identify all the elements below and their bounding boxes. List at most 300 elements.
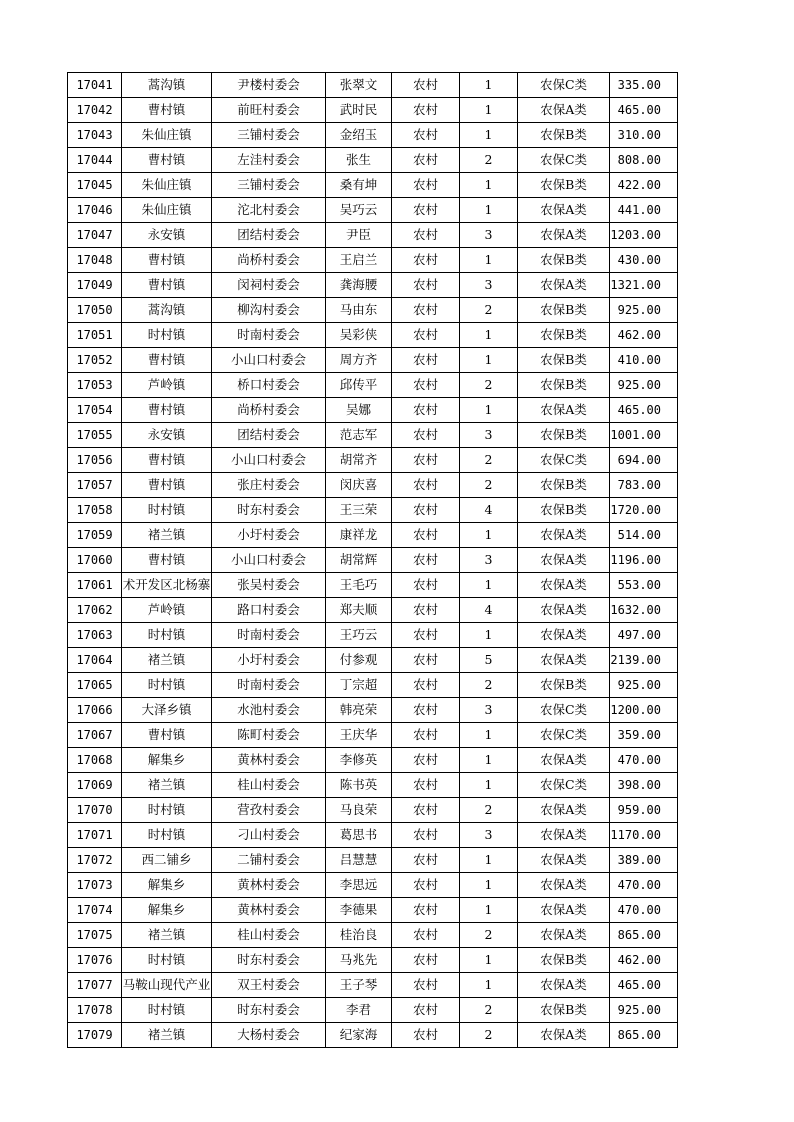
- area-type-cell: 农村: [392, 623, 460, 648]
- amount-cell: 808.00: [610, 148, 678, 173]
- amount-cell: 694.00: [610, 448, 678, 473]
- amount-cell: 865.00: [610, 923, 678, 948]
- amount-cell: 465.00: [610, 398, 678, 423]
- household-count-cell: 1: [460, 98, 518, 123]
- table-row: [68, 798, 678, 823]
- village-committee-cell: 小山口村委会: [212, 548, 326, 573]
- name-cell: 吕慧慧: [326, 848, 392, 873]
- record-number-cell: 17069: [68, 773, 122, 798]
- area-type-cell: 农村: [392, 748, 460, 773]
- insurance-category-cell: 农保B类: [518, 423, 610, 448]
- record-number-cell: 17055: [68, 423, 122, 448]
- table-row: [68, 73, 678, 98]
- insurance-category-cell: 农保C类: [518, 148, 610, 173]
- table-row: [68, 673, 678, 698]
- table-row: [68, 1023, 678, 1048]
- insurance-category-cell: 农保B类: [518, 248, 610, 273]
- amount-cell: 783.00: [610, 473, 678, 498]
- insurance-category-cell: 农保B类: [518, 948, 610, 973]
- town-cell: 蒿沟镇: [122, 298, 212, 323]
- area-type-cell: 农村: [392, 873, 460, 898]
- insurance-category-cell: 农保A类: [518, 398, 610, 423]
- village-committee-cell: 桥口村委会: [212, 373, 326, 398]
- amount-cell: 422.00: [610, 173, 678, 198]
- household-count-cell: 2: [460, 473, 518, 498]
- table-row: [68, 748, 678, 773]
- record-number-cell: 17072: [68, 848, 122, 873]
- name-cell: 王巧云: [326, 623, 392, 648]
- amount-cell: 462.00: [610, 323, 678, 348]
- amount-cell: 925.00: [610, 298, 678, 323]
- record-number-cell: 17066: [68, 698, 122, 723]
- village-committee-cell: 三铺村委会: [212, 173, 326, 198]
- table-row: [68, 398, 678, 423]
- record-number-cell: 17059: [68, 523, 122, 548]
- name-cell: 邱传平: [326, 373, 392, 398]
- area-type-cell: 农村: [392, 473, 460, 498]
- amount-cell: 1170.00: [610, 823, 678, 848]
- record-number-cell: 17044: [68, 148, 122, 173]
- name-cell: 付参观: [326, 648, 392, 673]
- household-count-cell: 5: [460, 648, 518, 673]
- amount-cell: 441.00: [610, 198, 678, 223]
- household-count-cell: 2: [460, 998, 518, 1023]
- record-number-cell: 17068: [68, 748, 122, 773]
- record-number-cell: 17071: [68, 823, 122, 848]
- name-cell: 韩亮荣: [326, 698, 392, 723]
- village-committee-cell: 三铺村委会: [212, 123, 326, 148]
- name-cell: 桂治良: [326, 923, 392, 948]
- amount-cell: 1632.00: [610, 598, 678, 623]
- name-cell: 武时民: [326, 98, 392, 123]
- name-cell: 闵庆喜: [326, 473, 392, 498]
- household-count-cell: 1: [460, 748, 518, 773]
- household-count-cell: 1: [460, 198, 518, 223]
- town-cell: 褚兰镇: [122, 523, 212, 548]
- household-count-cell: 1: [460, 348, 518, 373]
- village-committee-cell: 时东村委会: [212, 948, 326, 973]
- amount-cell: 462.00: [610, 948, 678, 973]
- village-committee-cell: 时东村委会: [212, 498, 326, 523]
- household-count-cell: 2: [460, 148, 518, 173]
- name-cell: 李德果: [326, 898, 392, 923]
- amount-cell: 553.00: [610, 573, 678, 598]
- area-type-cell: 农村: [392, 148, 460, 173]
- village-committee-cell: 尚桥村委会: [212, 248, 326, 273]
- name-cell: 胡常齐: [326, 448, 392, 473]
- household-count-cell: 1: [460, 123, 518, 148]
- town-cell: 蒿沟镇: [122, 73, 212, 98]
- record-number-cell: 17049: [68, 273, 122, 298]
- town-cell: 解集乡: [122, 748, 212, 773]
- town-cell: 时村镇: [122, 948, 212, 973]
- household-count-cell: 3: [460, 223, 518, 248]
- amount-cell: 959.00: [610, 798, 678, 823]
- village-committee-cell: 桂山村委会: [212, 773, 326, 798]
- town-cell: 曹村镇: [122, 723, 212, 748]
- record-number-cell: 17065: [68, 673, 122, 698]
- table-row: [68, 973, 678, 998]
- amount-cell: 398.00: [610, 773, 678, 798]
- table-row: [68, 348, 678, 373]
- insurance-category-cell: 农保A类: [518, 748, 610, 773]
- village-committee-cell: 前旺村委会: [212, 98, 326, 123]
- village-committee-cell: 小圩村委会: [212, 648, 326, 673]
- household-count-cell: 1: [460, 73, 518, 98]
- name-cell: 王庆华: [326, 723, 392, 748]
- table-row: [68, 198, 678, 223]
- table-row: [68, 423, 678, 448]
- insurance-category-cell: 农保B类: [518, 473, 610, 498]
- area-type-cell: 农村: [392, 1023, 460, 1048]
- village-committee-cell: 刁山村委会: [212, 823, 326, 848]
- table-row: [68, 248, 678, 273]
- town-cell: 时村镇: [122, 498, 212, 523]
- insurance-category-cell: 农保A类: [518, 598, 610, 623]
- amount-cell: 359.00: [610, 723, 678, 748]
- village-committee-cell: 尹楼村委会: [212, 73, 326, 98]
- amount-cell: 335.00: [610, 73, 678, 98]
- insurance-category-cell: 农保A类: [518, 223, 610, 248]
- area-type-cell: 农村: [392, 123, 460, 148]
- name-cell: 马由东: [326, 298, 392, 323]
- name-cell: 胡常辉: [326, 548, 392, 573]
- record-number-cell: 17076: [68, 948, 122, 973]
- village-committee-cell: 闵祠村委会: [212, 273, 326, 298]
- amount-cell: 2139.00: [610, 648, 678, 673]
- record-number-cell: 17041: [68, 73, 122, 98]
- household-count-cell: 1: [460, 723, 518, 748]
- name-cell: 王子琴: [326, 973, 392, 998]
- table-body: [68, 73, 678, 1048]
- record-number-cell: 17053: [68, 373, 122, 398]
- insurance-category-cell: 农保B类: [518, 323, 610, 348]
- area-type-cell: 农村: [392, 698, 460, 723]
- town-cell: 马鞍山现代产业: [122, 973, 212, 998]
- amount-cell: 925.00: [610, 998, 678, 1023]
- amount-cell: 865.00: [610, 1023, 678, 1048]
- village-committee-cell: 张吴村委会: [212, 573, 326, 598]
- amount-cell: 465.00: [610, 98, 678, 123]
- area-type-cell: 农村: [392, 423, 460, 448]
- insurance-category-cell: 农保A类: [518, 823, 610, 848]
- town-cell: 朱仙庄镇: [122, 198, 212, 223]
- table-row: [68, 548, 678, 573]
- household-count-cell: 3: [460, 698, 518, 723]
- area-type-cell: 农村: [392, 323, 460, 348]
- village-committee-cell: 双王村委会: [212, 973, 326, 998]
- name-cell: 金绍玉: [326, 123, 392, 148]
- name-cell: 李修英: [326, 748, 392, 773]
- area-type-cell: 农村: [392, 73, 460, 98]
- name-cell: 吴巧云: [326, 198, 392, 223]
- record-number-cell: 17042: [68, 98, 122, 123]
- town-cell: 时村镇: [122, 798, 212, 823]
- record-number-cell: 17054: [68, 398, 122, 423]
- record-number-cell: 17061: [68, 573, 122, 598]
- amount-cell: 470.00: [610, 898, 678, 923]
- area-type-cell: 农村: [392, 823, 460, 848]
- town-cell: 褚兰镇: [122, 1023, 212, 1048]
- table-row: [68, 473, 678, 498]
- amount-cell: 1720.00: [610, 498, 678, 523]
- name-cell: 李思远: [326, 873, 392, 898]
- insurance-category-cell: 农保C类: [518, 448, 610, 473]
- area-type-cell: 农村: [392, 598, 460, 623]
- area-type-cell: 农村: [392, 98, 460, 123]
- area-type-cell: 农村: [392, 273, 460, 298]
- village-committee-cell: 团结村委会: [212, 423, 326, 448]
- amount-cell: 1203.00: [610, 223, 678, 248]
- town-cell: 时村镇: [122, 323, 212, 348]
- village-committee-cell: 路口村委会: [212, 598, 326, 623]
- insurance-category-cell: 农保A类: [518, 1023, 610, 1048]
- table-row: [68, 98, 678, 123]
- amount-cell: 925.00: [610, 373, 678, 398]
- amount-cell: 925.00: [610, 673, 678, 698]
- household-count-cell: 1: [460, 398, 518, 423]
- town-cell: 朱仙庄镇: [122, 123, 212, 148]
- record-number-cell: 17063: [68, 623, 122, 648]
- amount-cell: 389.00: [610, 848, 678, 873]
- town-cell: 曹村镇: [122, 98, 212, 123]
- town-cell: 曹村镇: [122, 273, 212, 298]
- town-cell: 曹村镇: [122, 398, 212, 423]
- table-row: [68, 848, 678, 873]
- household-count-cell: 1: [460, 898, 518, 923]
- record-number-cell: 17064: [68, 648, 122, 673]
- household-count-cell: 3: [460, 273, 518, 298]
- household-count-cell: 1: [460, 848, 518, 873]
- insurance-category-cell: 农保A类: [518, 623, 610, 648]
- household-count-cell: 1: [460, 973, 518, 998]
- insurance-category-cell: 农保B类: [518, 373, 610, 398]
- name-cell: 葛思书: [326, 823, 392, 848]
- record-number-cell: 17077: [68, 973, 122, 998]
- area-type-cell: 农村: [392, 498, 460, 523]
- table-row: [68, 173, 678, 198]
- table-row: [68, 373, 678, 398]
- household-count-cell: 2: [460, 373, 518, 398]
- town-cell: 曹村镇: [122, 148, 212, 173]
- table-row: [68, 898, 678, 923]
- household-count-cell: 4: [460, 598, 518, 623]
- village-committee-cell: 营孜村委会: [212, 798, 326, 823]
- area-type-cell: 农村: [392, 223, 460, 248]
- area-type-cell: 农村: [392, 848, 460, 873]
- town-cell: 曹村镇: [122, 548, 212, 573]
- area-type-cell: 农村: [392, 573, 460, 598]
- insurance-category-cell: 农保A类: [518, 973, 610, 998]
- household-count-cell: 2: [460, 448, 518, 473]
- village-committee-cell: 大杨村委会: [212, 1023, 326, 1048]
- amount-cell: 430.00: [610, 248, 678, 273]
- town-cell: 曹村镇: [122, 448, 212, 473]
- record-number-cell: 17051: [68, 323, 122, 348]
- household-count-cell: 3: [460, 823, 518, 848]
- area-type-cell: 农村: [392, 348, 460, 373]
- town-cell: 时村镇: [122, 998, 212, 1023]
- town-cell: 芦岭镇: [122, 373, 212, 398]
- insurance-category-cell: 农保A类: [518, 798, 610, 823]
- name-cell: 郑夫顺: [326, 598, 392, 623]
- area-type-cell: 农村: [392, 398, 460, 423]
- insurance-category-cell: 农保A类: [518, 873, 610, 898]
- record-number-cell: 17079: [68, 1023, 122, 1048]
- insurance-category-cell: 农保A类: [518, 198, 610, 223]
- name-cell: 周方齐: [326, 348, 392, 373]
- table-row: [68, 773, 678, 798]
- household-count-cell: 1: [460, 873, 518, 898]
- amount-cell: 470.00: [610, 748, 678, 773]
- amount-cell: 514.00: [610, 523, 678, 548]
- household-count-cell: 1: [460, 523, 518, 548]
- record-number-cell: 17073: [68, 873, 122, 898]
- record-number-cell: 17060: [68, 548, 122, 573]
- area-type-cell: 农村: [392, 723, 460, 748]
- village-committee-cell: 尚桥村委会: [212, 398, 326, 423]
- insurance-category-cell: 农保A类: [518, 98, 610, 123]
- name-cell: 康祥龙: [326, 523, 392, 548]
- record-number-cell: 17075: [68, 923, 122, 948]
- insurance-category-cell: 农保A类: [518, 523, 610, 548]
- amount-cell: 1196.00: [610, 548, 678, 573]
- area-type-cell: 农村: [392, 548, 460, 573]
- data-table: [67, 72, 678, 1048]
- name-cell: 吴娜: [326, 398, 392, 423]
- amount-cell: 1001.00: [610, 423, 678, 448]
- record-number-cell: 17043: [68, 123, 122, 148]
- area-type-cell: 农村: [392, 248, 460, 273]
- village-committee-cell: 时南村委会: [212, 673, 326, 698]
- record-number-cell: 17052: [68, 348, 122, 373]
- record-number-cell: 17048: [68, 248, 122, 273]
- town-cell: 时村镇: [122, 823, 212, 848]
- name-cell: 王启兰: [326, 248, 392, 273]
- household-count-cell: 4: [460, 498, 518, 523]
- household-count-cell: 1: [460, 773, 518, 798]
- household-count-cell: 2: [460, 923, 518, 948]
- village-committee-cell: 团结村委会: [212, 223, 326, 248]
- record-number-cell: 17074: [68, 898, 122, 923]
- name-cell: 王三荣: [326, 498, 392, 523]
- area-type-cell: 农村: [392, 373, 460, 398]
- table-row: [68, 223, 678, 248]
- table-row: [68, 823, 678, 848]
- record-number-cell: 17050: [68, 298, 122, 323]
- name-cell: 张翠文: [326, 73, 392, 98]
- village-committee-cell: 小圩村委会: [212, 523, 326, 548]
- insurance-category-cell: 农保B类: [518, 673, 610, 698]
- table-row: [68, 998, 678, 1023]
- name-cell: 龚海腰: [326, 273, 392, 298]
- table-row: [68, 298, 678, 323]
- record-number-cell: 17067: [68, 723, 122, 748]
- name-cell: 陈书英: [326, 773, 392, 798]
- insurance-category-cell: 农保C类: [518, 723, 610, 748]
- area-type-cell: 农村: [392, 448, 460, 473]
- table-row: [68, 873, 678, 898]
- name-cell: 范志军: [326, 423, 392, 448]
- household-count-cell: 2: [460, 298, 518, 323]
- record-number-cell: 17047: [68, 223, 122, 248]
- table-row: [68, 523, 678, 548]
- household-count-cell: 3: [460, 548, 518, 573]
- name-cell: 纪家海: [326, 1023, 392, 1048]
- table-row: [68, 498, 678, 523]
- village-committee-cell: 时南村委会: [212, 323, 326, 348]
- insurance-category-cell: 农保A类: [518, 648, 610, 673]
- town-cell: 朱仙庄镇: [122, 173, 212, 198]
- name-cell: 马兆先: [326, 948, 392, 973]
- table-row: [68, 448, 678, 473]
- area-type-cell: 农村: [392, 298, 460, 323]
- village-committee-cell: 黄林村委会: [212, 898, 326, 923]
- record-number-cell: 17057: [68, 473, 122, 498]
- village-committee-cell: 柳沟村委会: [212, 298, 326, 323]
- insurance-category-cell: 农保B类: [518, 498, 610, 523]
- amount-cell: 1321.00: [610, 273, 678, 298]
- town-cell: 西二铺乡: [122, 848, 212, 873]
- town-cell: 时村镇: [122, 623, 212, 648]
- record-number-cell: 17062: [68, 598, 122, 623]
- insurance-category-cell: 农保A类: [518, 898, 610, 923]
- record-number-cell: 17058: [68, 498, 122, 523]
- household-count-cell: 2: [460, 1023, 518, 1048]
- village-committee-cell: 左洼村委会: [212, 148, 326, 173]
- village-committee-cell: 时南村委会: [212, 623, 326, 648]
- town-cell: 褚兰镇: [122, 923, 212, 948]
- insurance-category-cell: 农保A类: [518, 548, 610, 573]
- insurance-category-cell: 农保B类: [518, 348, 610, 373]
- household-count-cell: 2: [460, 673, 518, 698]
- table-row: [68, 598, 678, 623]
- town-cell: 芦岭镇: [122, 598, 212, 623]
- amount-cell: 310.00: [610, 123, 678, 148]
- insurance-category-cell: 农保C类: [518, 698, 610, 723]
- area-type-cell: 农村: [392, 773, 460, 798]
- record-number-cell: 17070: [68, 798, 122, 823]
- household-count-cell: 2: [460, 798, 518, 823]
- insurance-category-cell: 农保C类: [518, 773, 610, 798]
- insurance-category-cell: 农保B类: [518, 123, 610, 148]
- amount-cell: 465.00: [610, 973, 678, 998]
- town-cell: 曹村镇: [122, 348, 212, 373]
- amount-cell: 410.00: [610, 348, 678, 373]
- village-committee-cell: 水池村委会: [212, 698, 326, 723]
- town-cell: 曹村镇: [122, 473, 212, 498]
- insurance-category-cell: 农保A类: [518, 573, 610, 598]
- name-cell: 马良荣: [326, 798, 392, 823]
- area-type-cell: 农村: [392, 898, 460, 923]
- name-cell: 王毛巧: [326, 573, 392, 598]
- village-committee-cell: 沱北村委会: [212, 198, 326, 223]
- name-cell: 李君: [326, 998, 392, 1023]
- village-committee-cell: 小山口村委会: [212, 448, 326, 473]
- amount-cell: 470.00: [610, 873, 678, 898]
- household-count-cell: 1: [460, 623, 518, 648]
- table-row: [68, 323, 678, 348]
- town-cell: 褚兰镇: [122, 773, 212, 798]
- household-count-cell: 1: [460, 573, 518, 598]
- name-cell: 张生: [326, 148, 392, 173]
- village-committee-cell: 桂山村委会: [212, 923, 326, 948]
- village-committee-cell: 二铺村委会: [212, 848, 326, 873]
- household-count-cell: 1: [460, 323, 518, 348]
- table-row: [68, 948, 678, 973]
- name-cell: 尹臣: [326, 223, 392, 248]
- town-cell: 大泽乡镇: [122, 698, 212, 723]
